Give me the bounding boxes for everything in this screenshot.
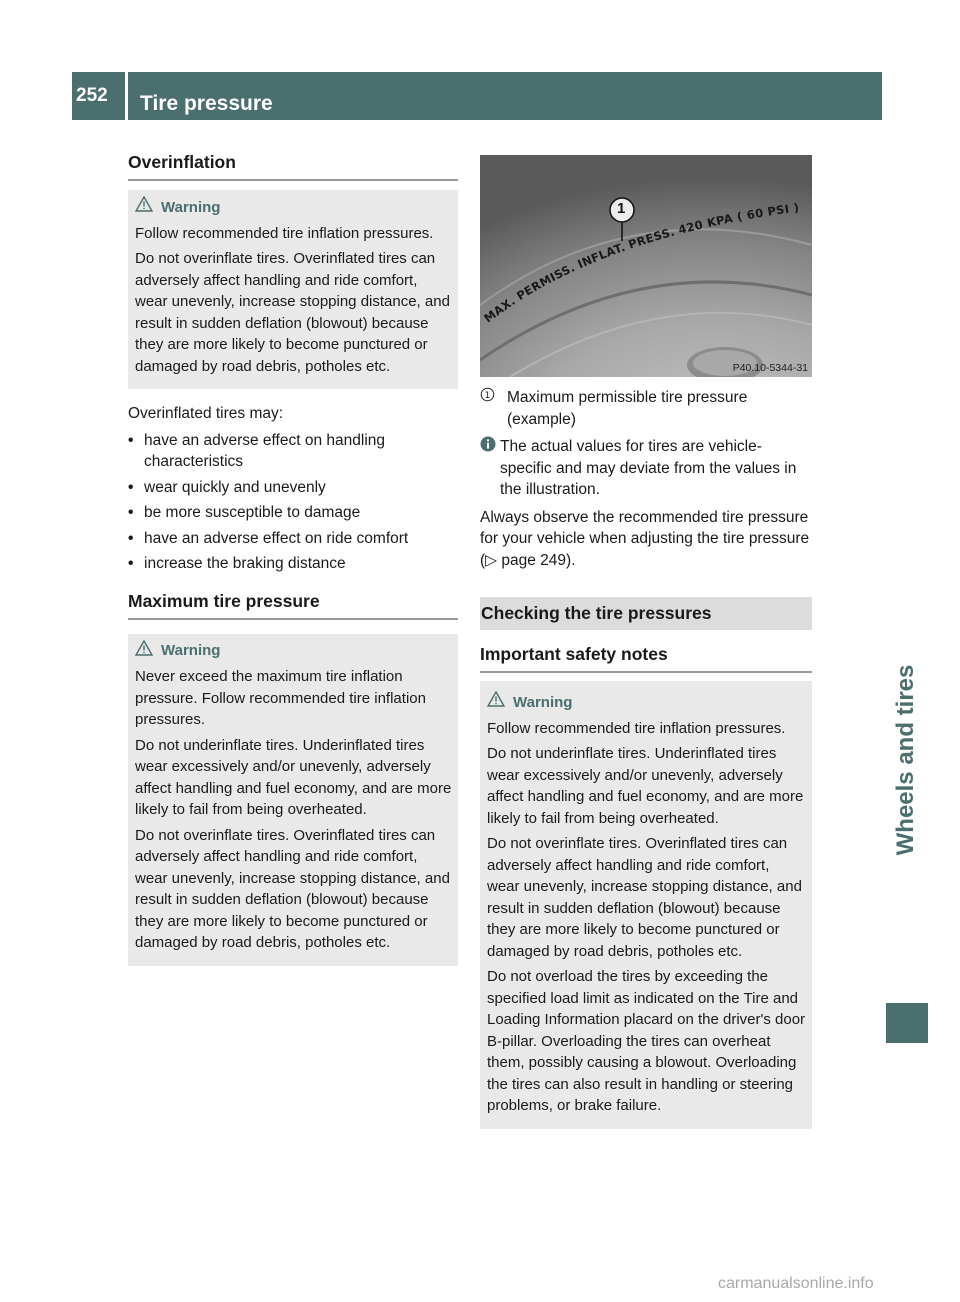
- warning-triangle-icon: [135, 640, 161, 663]
- callout-circle-icon: [480, 387, 495, 402]
- figure-legend: [480, 387, 812, 430]
- overinflation-intro: Overinflated tires may:: [128, 405, 284, 422]
- list-item: • be more susceptible to damage: [128, 502, 458, 524]
- warning-paragraph: Do not overinflate tires. Overinflated tires can adversely affect handling and ride comfort, wear unevenly, increase stopping distance, and result in sudden deflation (blowout) because they are more likely to become punctured or damaged by road debris, potholes etc.: [135, 826, 450, 951]
- watermark: carmanualsonline.info: [718, 1275, 874, 1292]
- side-tab-marker: [886, 1003, 928, 1043]
- warning-paragraph: Do not overinflate tires. Overinflated tires can adversely affect handling and ride comfort, wear unevenly, increase stopping distance, and result in sudden deflation (blowout) because they are more likely to become punctured or damaged by road debris, potholes etc.: [487, 835, 802, 960]
- tire-sidewall-figure: [480, 155, 812, 377]
- warning-title: Warning: [161, 198, 221, 216]
- sidewall-text: MAX. PERMISS. INFLAT. PRESS. 420 KPA ( 60 PSI ): [481, 200, 801, 326]
- observe-paragraph: Always observe the recommended tire pressure for your vehicle when adjusting the tire pressure (▷ page 249).: [480, 508, 810, 569]
- warning-header: [135, 640, 452, 663]
- info-text: The actual values for tires are vehicle-specific and may deviate from the values in the illustration.: [500, 438, 797, 498]
- warning-header: [487, 691, 806, 714]
- overinflation-warning: [128, 190, 458, 389]
- svg-text:1: 1: [484, 391, 491, 401]
- info-note: [480, 436, 812, 501]
- max-pressure-warning: [128, 634, 458, 966]
- warning-paragraph: Follow recommended tire inflation pressures.: [487, 719, 786, 737]
- page-title: Tire pressure: [140, 92, 273, 115]
- right-column: [480, 155, 812, 1143]
- warning-title: Warning: [513, 693, 573, 711]
- list-item: • have an adverse effect on ride comfort: [128, 528, 458, 550]
- warning-header: [135, 196, 452, 219]
- safety-warning: [480, 681, 812, 1129]
- figure-code: P40.10-5344-31: [732, 362, 808, 374]
- safety-notes-heading: Important safety notes: [480, 644, 812, 673]
- legend-marker: [480, 387, 507, 430]
- warning-paragraph: Do not overload the tires by exceeding the specified load limit as indicated on the Tire and Loading Information placard on the driver's door B-pillar. Overloading the tires can overheat them, possibly causing a blowout. Overloading the tires can also result in handling or steering problems, or brake failure.: [487, 968, 806, 1114]
- warning-paragraph: Never exceed the maximum tire inflation pressure. Follow recommended tire inflation pressures.: [135, 668, 426, 728]
- tire-sidewall-image: [480, 155, 812, 377]
- overinflation-bullet-list: [128, 430, 458, 575]
- list-item: • have an adverse effect on handling characteristics: [128, 430, 458, 473]
- figure-callout-number: 1: [617, 200, 626, 217]
- max-pressure-heading: Maximum tire pressure: [128, 591, 458, 620]
- list-item: • increase the braking distance: [128, 553, 458, 575]
- warning-paragraph: Do not underinflate tires. Underinflated tires wear excessively and/or unevenly, adversely affect handling and fuel economy, and are more likely to fail from being overheated.: [487, 745, 804, 827]
- warning-triangle-icon: [487, 691, 513, 714]
- left-column: [128, 152, 458, 980]
- warning-title: Warning: [161, 642, 221, 659]
- overinflation-heading: Overinflation: [128, 152, 458, 181]
- header-divider: [125, 72, 128, 120]
- info-icon: [480, 436, 500, 501]
- warning-paragraph: Follow recommended tire inflation pressures.: [135, 224, 434, 242]
- checking-pressures-heading: Checking the tire pressures: [480, 597, 812, 630]
- warning-paragraph: Do not overinflate tires. Overinflated tires can adversely affect handling and ride comfort, wear unevenly, increase stopping distance, and result in sudden deflation (blowout) because they are more likely to become punctured or damaged by road debris, potholes etc.: [135, 250, 450, 375]
- warning-paragraph: Do not underinflate tires. Underinflated tires wear excessively and/or unevenly, adversely affect handling and fuel economy, and are more likely to fail from being overheated.: [135, 736, 452, 818]
- side-tab-label: Wheels and tires: [892, 664, 919, 856]
- legend-text: Maximum permissible tire pressure (example): [507, 389, 748, 428]
- page-number: 252: [76, 85, 108, 106]
- warning-triangle-icon: [135, 196, 161, 219]
- list-item: • wear quickly and unevenly: [128, 477, 458, 499]
